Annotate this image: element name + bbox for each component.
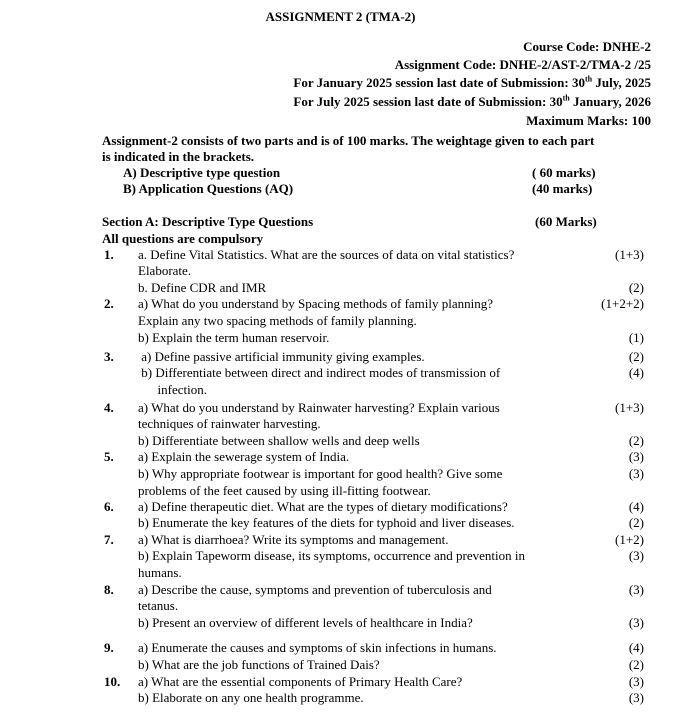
question-marks: (1+2+2): [601, 296, 644, 311]
question-number: 2.: [104, 296, 114, 311]
question-marks: (2): [628, 515, 644, 530]
intro-line-2: is indicated in the brackets.: [102, 149, 255, 164]
question-number: 3.: [104, 349, 114, 364]
question-text: b) Explain the term human reservoir.: [138, 330, 330, 345]
question-text: a) Enumerate the causes and symptoms of skin infections in humans.: [138, 640, 497, 655]
question-text: b) Differentiate between shallow wells and deep wells: [138, 433, 420, 448]
question-number: 1.: [104, 247, 114, 262]
question-text: b) Differentiate between direct and indirect modes of transmission of: [138, 365, 501, 380]
section-a-marks: (60 Marks): [535, 214, 597, 229]
page-title: ASSIGNMENT 2 (TMA-2): [265, 9, 416, 24]
question-number: 10.: [104, 674, 121, 689]
july-session-deadline: [293, 94, 651, 109]
question-marks: (4): [628, 640, 644, 655]
section-a-heading: Section A: Descriptive Type Questions: [102, 214, 314, 229]
question-text: problems of the feet caused by using ill-fitting footwear.: [138, 483, 431, 498]
question-text: b) Enumerate the key features of the diets for typhoid and liver diseases.: [138, 515, 515, 530]
question-number: 7.: [104, 532, 114, 547]
question-text: a. Define Vital Statistics. What are the sources of data on vital statistics?: [138, 247, 515, 262]
question-text: a) What do you understand by Rainwater harvesting? Explain various: [138, 400, 500, 415]
question-marks: (3): [628, 674, 644, 689]
question-text: b) Present an overview of different levels of healthcare in India?: [138, 615, 473, 630]
question-text: b) Why appropriate footwear is important for good health? Give some: [138, 466, 503, 481]
question-text: a) What do you understand by Spacing methods of family planning?: [138, 296, 494, 311]
maximum-marks: Maximum Marks: 100: [526, 113, 651, 128]
question-marks: (1+2): [615, 532, 644, 547]
july-deadline-date: January, 2026: [569, 94, 651, 109]
question-text: a) What are the essential components of Primary Health Care?: [138, 674, 463, 689]
question-text: a) What is diarrhoea? Write its symptoms and management.: [138, 532, 449, 547]
question-marks: (3): [628, 449, 644, 464]
course-code: Course Code: DNHE-2: [523, 39, 651, 54]
question-number: 8.: [104, 582, 114, 597]
question-marks: (2): [628, 433, 644, 448]
question-marks: (4): [628, 499, 644, 514]
part-a-label: A) Descriptive type question: [123, 165, 281, 180]
intro-line-1: Assignment-2 consists of two parts and is of 100 marks. The weightage given to each part: [102, 133, 595, 148]
question-number: 9.: [104, 640, 114, 655]
question-text: a) Explain the sewerage system of India.: [138, 449, 350, 464]
july-deadline-text: For July 2025 session last date of Submission: 30: [293, 94, 563, 109]
question-marks: (1): [628, 330, 644, 345]
question-marks: (2): [628, 349, 644, 364]
january-session-deadline: [293, 75, 651, 90]
question-text: b) What are the job functions of Trained Dais?: [138, 657, 380, 672]
question-number: 4.: [104, 400, 114, 415]
part-b-marks: (40 marks): [532, 181, 593, 196]
question-text: humans.: [138, 565, 182, 580]
question-marks: (3): [628, 690, 644, 705]
question-marks: (2): [628, 280, 644, 295]
question-text: Elaborate.: [138, 263, 192, 278]
question-marks: (3): [628, 548, 644, 563]
assignment-code: Assignment Code: DNHE-2/AST-2/TMA-2 /25: [394, 57, 651, 72]
part-b-label: B) Application Questions (AQ): [123, 181, 294, 196]
question-marks: (3): [628, 615, 644, 630]
january-deadline-text: For January 2025 session last date of Submission: 30: [293, 75, 585, 90]
question-text: a) Describe the cause, symptoms and prevention of tuberculosis and: [138, 582, 492, 597]
question-marks: (3): [628, 466, 644, 481]
question-text: b. Define CDR and IMR: [138, 280, 267, 295]
january-deadline-date: July, 2025: [592, 75, 651, 90]
question-text: Explain any two spacing methods of family planning.: [138, 313, 417, 328]
question-text: a) Define therapeutic diet. What are the types of dietary modifications?: [138, 499, 508, 514]
question-marks: (2): [628, 657, 644, 672]
question-text: tetanus.: [138, 598, 179, 613]
part-a-marks: ( 60 marks): [532, 165, 596, 180]
july-deadline-suffix: th: [562, 93, 570, 103]
question-number: 5.: [104, 449, 114, 464]
question-text: infection.: [138, 382, 207, 397]
compulsory-note: All questions are compulsory: [102, 231, 264, 246]
question-text: b) Explain Tapeworm disease, its symptoms, occurrence and prevention in: [138, 548, 525, 563]
question-number: 6.: [104, 499, 114, 514]
question-text: b) Elaborate on any one health programme.: [138, 690, 364, 705]
question-text: a) Define passive artificial immunity giving examples.: [138, 349, 425, 364]
question-text: techniques of rainwater harvesting.: [138, 416, 321, 431]
january-deadline-suffix: th: [585, 74, 593, 84]
question-marks: (1+3): [615, 400, 644, 415]
question-marks: (3): [628, 582, 644, 597]
question-marks: (4): [628, 365, 644, 380]
question-marks: (1+3): [615, 247, 644, 262]
